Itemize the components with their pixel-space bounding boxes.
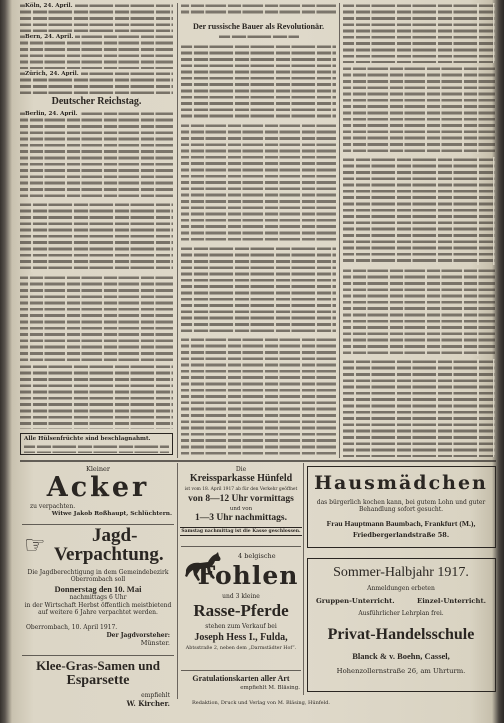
ad-divider [177, 463, 178, 699]
notice-continuation [24, 444, 169, 453]
ad-owners: Blanck & v. Boehn, Cassel, [352, 651, 450, 661]
ad-title: Verpachtung. [54, 544, 164, 565]
ad-recommends: empfiehlt M. Bläsing. [240, 685, 300, 691]
ad-seller: Joseph Hess I., Fulda, [194, 632, 288, 643]
dateline: Bern, 24. April. [25, 34, 74, 40]
ad-address: Hohenzollernstraße 26, am Uhrturm. [336, 667, 466, 675]
dateline: Zürich, 24. April. [25, 71, 79, 77]
ad-jagd [20, 526, 176, 654]
ad-address: Friedbergerlandstraße 58. [352, 531, 450, 539]
ad-sparkasse [180, 464, 302, 544]
ad-text: in der Wirtschaft Herbst öffentlich meistbietend auf weitere 6 Jahre verpachtet werden. [24, 602, 172, 617]
ad-pferde [180, 548, 302, 670]
article-paragraph [181, 3, 336, 17]
ad-title: Jagd- [92, 525, 138, 546]
ad-subtitle: zu verpachten. [30, 503, 76, 510]
article-paragraph [343, 268, 495, 356]
article-paragraph [20, 202, 173, 272]
article-paragraph [343, 3, 495, 63]
ad-handelsschule [307, 558, 496, 692]
article-byline [219, 34, 299, 40]
ad-klee [20, 657, 176, 713]
pointing-hand-icon: ☞ [24, 531, 46, 559]
ad-hours-morning: von 8—12 Uhr vormittags [188, 494, 294, 504]
ad-time: nachmittags 6 Uhr [69, 594, 127, 601]
ad-divider [181, 670, 301, 671]
article-paragraph [20, 364, 173, 429]
ad-text: Die Jagdberechtigung in dem Gemeindebezirk Oberrombach soll [27, 569, 169, 584]
column-divider [339, 3, 340, 458]
ad-date: Donnerstag den 10. Mai [54, 584, 142, 594]
news-item [20, 3, 173, 32]
ad-divider [22, 655, 174, 656]
ad-title: Hausmädchen [314, 472, 488, 494]
article-headline: Der russische Bauer als Revolutionär. [192, 22, 325, 31]
column-divider [177, 3, 178, 458]
notice-box [20, 433, 173, 455]
ad-hausmaedchen [307, 466, 496, 548]
ad-title: Sommer-Halbjahr 1917. [333, 565, 469, 580]
ad-title: Rasse-Pferde [193, 601, 289, 620]
ad-title: Gratulationskarten aller Art [192, 674, 290, 683]
ad-signature-title: Der Jagdvorsteher: [106, 632, 170, 639]
ad-advertiser: Frau Hauptmann Baumbach, Frankfurt (M.), [326, 519, 476, 528]
left-column [20, 3, 173, 459]
article-paragraph [20, 275, 173, 361]
ad-divider [303, 463, 304, 695]
ad-advertiser: Witwe Jakob Roßhaupt, Schlüchtern. [51, 511, 172, 517]
article-paragraph [181, 44, 336, 120]
ad-advertiser: W. Kircher. [126, 699, 170, 708]
news-item [20, 34, 173, 69]
ad-title: Kreissparkasse Hünfeld [189, 473, 293, 484]
ad-kicker: 4 belgische [238, 552, 276, 560]
right-column [343, 3, 495, 459]
ad-address: Abtsstraße 2, neben dem „Darmstädter Hof“. [185, 646, 297, 651]
ad-kicker: Die [235, 466, 247, 473]
ad-course: Gruppen-Unterricht. [316, 597, 395, 605]
ad-title: Acker [46, 472, 150, 503]
ad-title: Fohlen [197, 561, 299, 590]
ad-text: und 3 kleine [222, 593, 260, 600]
news-item [20, 111, 173, 199]
dateline: Köln, 24. April. [25, 3, 73, 9]
ad-text: das bürgerlich kochen kann, bei gutem Lohn und guter Behandlung sofort gesucht. [316, 499, 486, 514]
ad-text: ist vom 18. April 1917 ab für den Verkehr geöffnet [184, 487, 298, 492]
notice-text: Alle Hülsenfrüchte sind beschlagnahmt. [24, 436, 151, 442]
ad-title: Esparsette [66, 673, 130, 688]
ad-text: und von [229, 506, 253, 512]
footer-imprint: Redaktion, Druck und Verlag von M. Bläsing, Hünfeld. [191, 700, 331, 706]
section-divider [20, 460, 496, 462]
ad-school-name: Privat-Handelsschule [327, 626, 475, 643]
article-paragraph [181, 337, 336, 457]
ad-signature-name: Münster. [140, 639, 170, 647]
ad-text: stehen zum Verkauf bei [205, 623, 277, 630]
section-heading: Deutscher Reichstag. [51, 96, 142, 107]
ad-place-date: Oberrombach, 10. April 1917. [26, 624, 118, 631]
ad-note: Samstag nachmittag ist die Kasse geschlossen. [181, 529, 301, 534]
ad-hours-afternoon: 1—3 Uhr nachmittags. [195, 513, 287, 523]
ad-text: Anmeldungen erbeten [367, 585, 435, 592]
ad-text: Ausführlicher Lehrplan frei. [358, 610, 444, 617]
ad-divider [181, 546, 301, 547]
article-paragraph [343, 66, 495, 154]
ad-kicker: Kleiner [85, 465, 110, 473]
ad-recommends: empfiehlt [141, 692, 170, 699]
article-paragraph [181, 246, 336, 334]
ad-acker [20, 464, 176, 522]
article-paragraph [343, 157, 495, 265]
news-item [20, 71, 173, 94]
ad-gratulation [180, 672, 302, 696]
ad-title: Klee-Gras-Samen und [36, 658, 160, 673]
dateline: Berlin, 24. April. [25, 111, 78, 117]
article-paragraph [181, 123, 336, 243]
article-paragraph [343, 359, 495, 457]
middle-column [181, 3, 336, 459]
ad-course: Einzel-Unterricht. [417, 597, 486, 605]
